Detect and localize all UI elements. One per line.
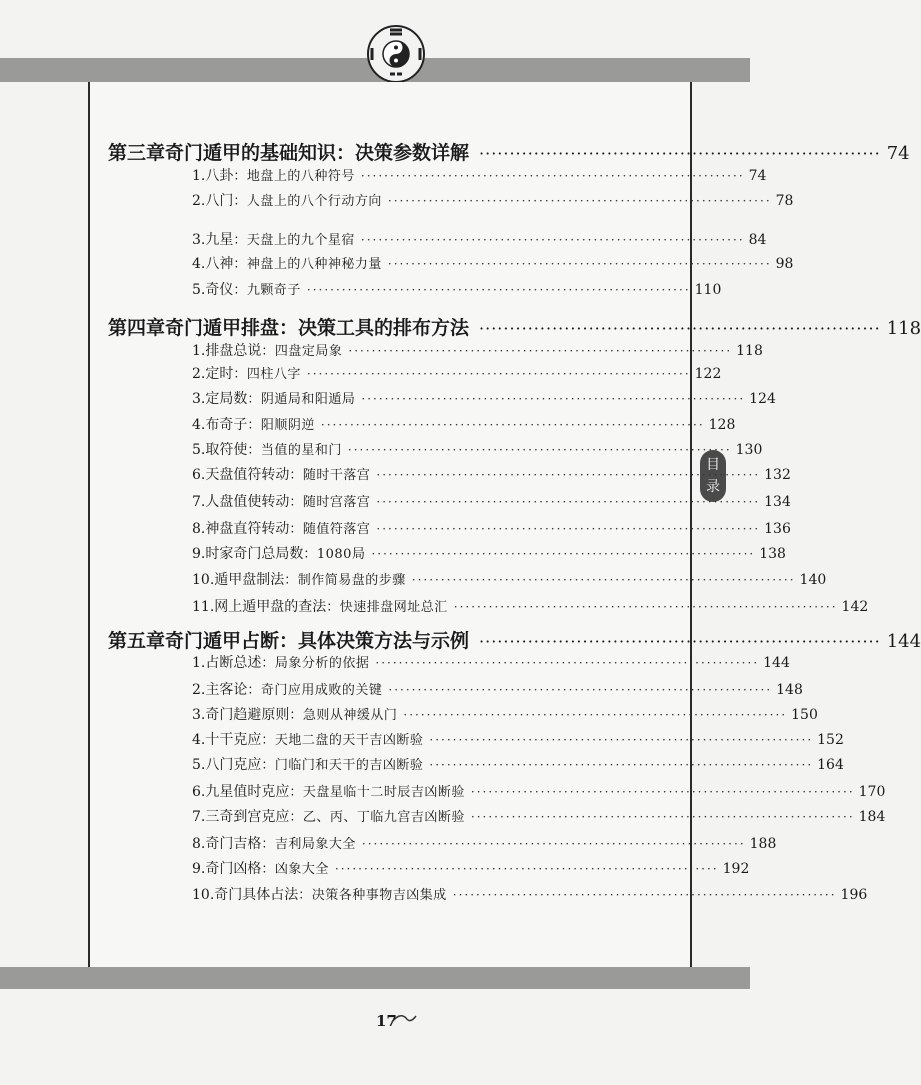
leader-dots: ·································································· [403, 708, 788, 723]
entry-description: ：四柱八字 [233, 367, 301, 383]
entry-title: 十干克应 [205, 732, 262, 749]
entry-title: 奇门具体占法 [214, 887, 299, 904]
toc-entry [192, 388, 776, 408]
entry-description: ：门临门和天干的吉凶断验 [261, 758, 424, 774]
page-number: 17 [376, 1012, 397, 1030]
leader-dots: ·································································· [347, 443, 732, 458]
entry-title: 时家奇门总局数 [205, 545, 304, 562]
entry-description: ：制作简易盘的步骤 [284, 573, 406, 589]
page-ref: 136 [764, 520, 791, 537]
chapter-number: 第五章 [108, 630, 166, 653]
entry-number: 7. [192, 494, 206, 511]
page-ref: 140 [799, 572, 827, 589]
page-ref: 74 [886, 143, 910, 165]
leader-dots: ·································································· [429, 758, 814, 773]
entry-number: 5. [192, 757, 206, 774]
entry-title: 人盘值使转动 [205, 494, 290, 511]
entry-description: ：地盘上的八种符号 [233, 169, 355, 185]
entry-description: ：阳顺阴逆 [247, 418, 315, 434]
page-ref: 164 [817, 757, 844, 774]
entry-number: 2. [192, 366, 206, 383]
toc-entry [192, 340, 763, 360]
entry-number: 8. [192, 520, 206, 537]
swirl-ornament-icon [390, 1008, 420, 1028]
entry-number: 10. [192, 572, 215, 589]
entry-title: 奇仪 [205, 281, 234, 298]
entry-title: 八卦 [205, 168, 234, 185]
entry-description: ：四盘定局象 [261, 343, 343, 359]
chapter-row [108, 313, 921, 340]
chapter-row [108, 626, 921, 653]
leader-dots: ·································································· [470, 784, 855, 799]
entry-title: 三奇到宫克应 [205, 808, 290, 825]
entry-number: 11. [192, 599, 215, 615]
entry-description: ：天盘星临十二时辰吉凶断验 [289, 784, 465, 800]
entry-number: 1. [192, 168, 206, 185]
page-ref: 196 [840, 887, 868, 904]
page-ref: 134 [764, 494, 791, 511]
entry-description: ：吉利局象大全 [261, 836, 356, 852]
entry-description: ：当值的星和门 [247, 443, 342, 459]
toc-entry [192, 439, 763, 459]
entry-number: 2. [192, 682, 206, 699]
entry-number: 10. [192, 887, 215, 904]
page-ref: 152 [817, 732, 844, 749]
toc-entry [192, 279, 722, 299]
toc-entry [192, 704, 818, 724]
entry-title: 取符使 [205, 442, 248, 459]
leader-dots: ·································································· [320, 418, 705, 433]
toc-entry [192, 363, 722, 383]
entry-title: 九星值时克应 [205, 783, 290, 800]
entry-description: ：1080局 [303, 546, 366, 562]
entry-description: ：乙、丙、丁临九宫吉凶断验 [289, 809, 465, 825]
page-ref: 144 [763, 655, 790, 672]
leader-dots: ·································································· [453, 600, 838, 614]
entry-number: 5. [192, 442, 206, 459]
toc-entry [192, 679, 803, 699]
leader-dots: ·································································· [376, 468, 761, 483]
chapter-number: 第三章 [108, 142, 166, 165]
page-ref: 84 [748, 232, 767, 249]
entry-number: 4. [192, 255, 206, 272]
entry-title: 奇门凶格 [205, 860, 262, 877]
toc-entry [192, 806, 886, 826]
leader-dots: ·································································· [360, 169, 745, 184]
entry-number: 3. [192, 232, 206, 249]
toc-entry [192, 518, 791, 538]
entry-title: 奇门趋避原则 [205, 707, 290, 724]
leader-dots: ·································································· [361, 392, 746, 407]
leader-dots: ·································································· [306, 367, 691, 382]
toc-entry [192, 884, 868, 904]
leader-dots: ·································································· [371, 546, 756, 561]
bagua-taiji-icon [366, 24, 426, 84]
entry-description: ：决策各种事物吉凶集成 [298, 888, 447, 904]
entry-description: ：阴遁局和阳遁局 [247, 392, 356, 408]
entry-number: 1. [192, 655, 206, 672]
entry-description: ：局象分析的依据 [261, 656, 370, 672]
entry-description: ：奇门应用成败的关键 [247, 683, 383, 699]
leader-dots: ·································································· [470, 809, 855, 824]
entry-title: 排盘总说 [205, 342, 262, 359]
leader-dots: ·································································· [306, 282, 691, 297]
entry-number: 1. [192, 342, 206, 359]
toc-entry [192, 253, 794, 273]
leader-dots: ·································································· [376, 495, 761, 510]
toc-entry [192, 652, 790, 672]
leader-dots: ·································································· [479, 318, 881, 338]
leader-dots: ·································································· [387, 256, 772, 271]
entry-number: 6. [192, 783, 206, 800]
toc-entry [192, 569, 827, 589]
entry-number: 7. [192, 808, 206, 825]
entry-title: 八门克应 [205, 757, 262, 774]
entry-number: 4. [192, 732, 206, 749]
entry-title: 网上遁甲盘的查法 [214, 599, 327, 615]
entry-title: 主客论 [205, 682, 248, 699]
toc-entry [192, 491, 791, 511]
leader-dots: ·································································· [479, 144, 881, 164]
leader-dots: ·································································· [376, 521, 761, 536]
entry-number: 4. [192, 417, 206, 434]
entry-number: 6. [192, 467, 206, 484]
page-ref: 110 [694, 281, 722, 298]
page-ref: 122 [694, 366, 722, 383]
entry-number: 3. [192, 391, 206, 408]
entry-description: ：随时干落宫 [289, 468, 371, 484]
entry-description: ：随时宫落宫 [289, 495, 371, 511]
chapter-title: 奇门遁甲占断：具体决策方法与示例 [165, 630, 470, 653]
page-ref: 74 [748, 168, 767, 185]
page-ref: 184 [858, 808, 886, 825]
toc-entry [192, 543, 786, 563]
chapter-row [108, 138, 910, 165]
entry-description: ：天地二盘的天干吉凶断验 [261, 733, 424, 749]
page-ref: 98 [775, 255, 794, 272]
entry-description: ：随值符落宫 [289, 521, 371, 537]
entry-number: 8. [192, 835, 206, 852]
page-ref: 150 [791, 707, 818, 724]
entry-description: ：神盘上的八种神秘力量 [233, 256, 382, 272]
toc-entry [192, 190, 794, 210]
leader-dots: ·································································· [361, 836, 746, 851]
leader-dots: ·································································· [429, 733, 814, 748]
entry-title: 八门 [205, 193, 234, 210]
leader-dots: ·································································· [411, 573, 796, 588]
entry-title: 九星 [205, 232, 234, 249]
toc-entry [192, 414, 736, 434]
page-ref: 118 [736, 342, 763, 359]
page-ref: 130 [735, 442, 763, 459]
entry-title: 八神 [205, 255, 234, 272]
entry-title: 定时 [205, 366, 234, 383]
toc-entry [192, 781, 886, 801]
entry-number: 3. [192, 707, 206, 724]
chapter-title: 奇门遁甲排盘：决策工具的排布方法 [165, 316, 470, 339]
entry-number: 2. [192, 193, 206, 210]
page-ref: 148 [776, 682, 803, 699]
page-ref: 144 [886, 631, 921, 653]
entry-description: ：急则从神缓从门 [289, 708, 398, 724]
page-ref: 118 [886, 317, 921, 339]
toc-entry [192, 754, 844, 774]
page-ref: 142 [841, 599, 869, 615]
toc-entry [192, 833, 777, 853]
entry-title: 占断总述 [205, 655, 262, 672]
side-tab-contents: 目录 [700, 450, 726, 502]
entry-description: ：九颗奇子 [233, 282, 301, 298]
entry-title: 奇门吉格 [205, 835, 262, 852]
toc-entry [192, 596, 869, 616]
entry-number: 9. [192, 860, 206, 877]
toc-entry [192, 229, 767, 249]
toc-entry [192, 165, 767, 185]
entry-title: 定局数 [205, 391, 248, 408]
page-ref: 188 [749, 835, 777, 852]
page-ref: 138 [759, 545, 786, 562]
chapter-number: 第四章 [108, 316, 166, 339]
leader-dots: ·································································· [360, 233, 745, 248]
entry-number: 9. [192, 545, 206, 562]
toc-entry [192, 729, 844, 749]
page-ref: 132 [764, 467, 791, 484]
chapter-title: 奇门遁甲的基础知识：决策参数详解 [165, 142, 470, 165]
entry-title: 布奇子 [205, 417, 248, 434]
footer-band [0, 967, 750, 989]
entry-description: ：凶象大全 [261, 861, 329, 877]
leader-dots: ·································································· [479, 632, 881, 652]
entry-description: ：快速排盘网址总汇 [326, 600, 448, 615]
page-ref: 128 [708, 417, 736, 434]
entry-number: 5. [192, 281, 206, 298]
entry-title: 神盘直符转动 [205, 520, 290, 537]
leader-dots: ·································································· [375, 656, 760, 671]
page-ref: 192 [722, 860, 750, 877]
entry-title: 遁甲盘制法 [214, 572, 285, 589]
leader-dots: ·································································· [388, 683, 773, 698]
page-ref: 170 [858, 783, 886, 800]
leader-dots: ·································································· [387, 194, 772, 209]
entry-title: 天盘值符转动 [205, 467, 290, 484]
entry-description: ：人盘上的八个行动方向 [233, 194, 382, 210]
entry-description: ：天盘上的九个星宿 [233, 233, 355, 249]
leader-dots: ·································································· [348, 343, 733, 358]
leader-dots: ·································································· [452, 888, 837, 903]
page-ref: 124 [749, 391, 776, 408]
leader-dots: ·································································· [334, 861, 719, 876]
toc-entry [192, 858, 750, 878]
page-ref: 78 [775, 193, 794, 210]
